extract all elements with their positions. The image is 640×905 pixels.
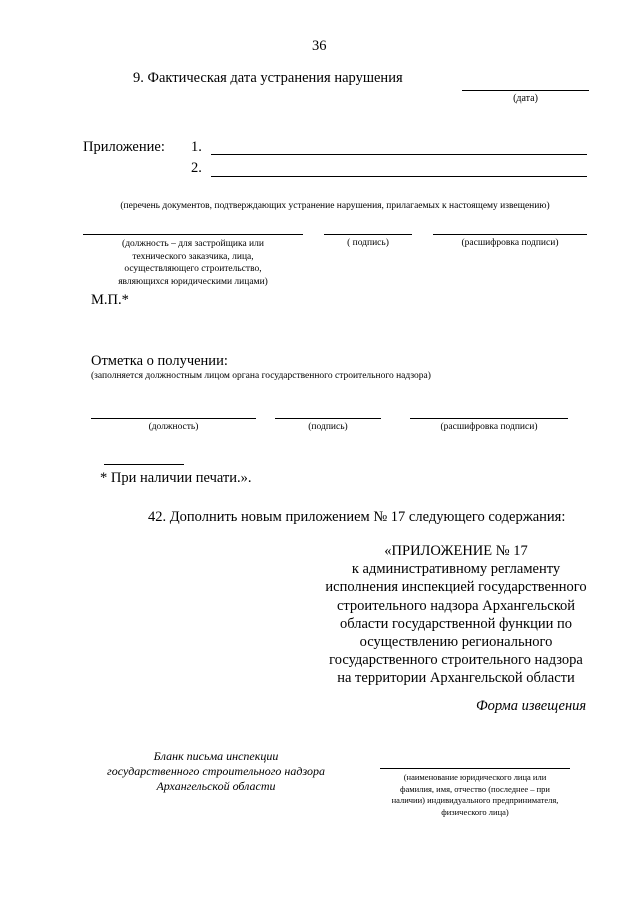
- footnote-text: * При наличии печати.».: [100, 470, 252, 486]
- item-9-text: 9. Фактическая дата устранения нарушения: [133, 70, 403, 86]
- date-line: [462, 90, 589, 91]
- footnote-separator: [104, 464, 184, 465]
- signature-line: [324, 234, 412, 235]
- annex-header: «ПРИЛОЖЕНИЕ № 17 к административному регламенту исполнения инспекцией государственного строительного надзора Архангельской области государственной функции по осуществлению регионального государственного строительного надзора на территории Архангельской области: [325, 543, 587, 687]
- receipt-note: (заполняется должностным лицом органа государственного строительного надзора): [91, 371, 431, 381]
- appendix-line-2: [211, 176, 587, 177]
- receipt-decoding-line: [410, 418, 568, 419]
- date-caption: (дата): [513, 93, 538, 104]
- form-title: Форма извещения: [476, 698, 587, 714]
- appendix-label: Приложение:: [83, 139, 165, 155]
- position-caption: (должность – для застройщика или технического заказчика, лица, осуществляющего строительство, являющихся юридическими лицами): [118, 239, 268, 287]
- appendix-num-1: 1.: [191, 139, 202, 155]
- receipt-signature-line: [275, 418, 381, 419]
- appendix-line-1: [211, 154, 587, 155]
- decoding-line: [433, 234, 587, 235]
- stamp-label: М.П.*: [91, 292, 129, 308]
- letterhead-placeholder: Бланк письма инспекции государственного строительного надзора Архангельской области: [107, 749, 325, 793]
- receipt-signature-caption: (подпись): [308, 422, 348, 432]
- position-line: [83, 234, 303, 235]
- receipt-title: Отметка о получении:: [91, 353, 228, 369]
- receipt-decoding-caption: (расшифровка подписи): [440, 422, 538, 432]
- docs-caption: (перечень документов, подтверждающих устранение нарушения, прилагаемых к настоящему извещению): [120, 201, 550, 211]
- receipt-position-line: [91, 418, 256, 419]
- addressee-caption: (наименование юридического лица или фамилия, имя, отчество (последнее – при наличии) индивидуального предпринимателя, физического лица): [391, 772, 559, 817]
- page-number: 36: [312, 38, 327, 54]
- addressee-line: [380, 768, 570, 769]
- signature-caption: ( подпись): [347, 238, 389, 248]
- item-42-text: 42. Дополнить новым приложением № 17 следующего содержания:: [148, 509, 566, 525]
- receipt-position-caption: (должность): [148, 422, 199, 432]
- decoding-caption: (расшифровка подписи): [461, 238, 559, 248]
- appendix-num-2: 2.: [191, 160, 202, 176]
